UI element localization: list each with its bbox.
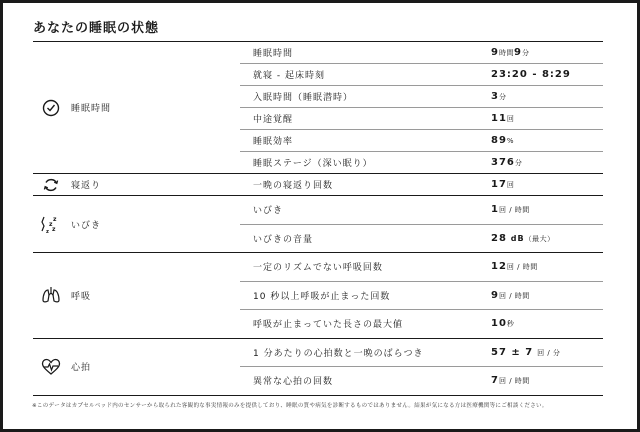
table-row — [240, 309, 603, 338]
row-label: 就寝 - 起床時刻 — [253, 71, 325, 81]
svg-text:z: z — [53, 216, 58, 223]
row-label: いびきの音量 — [253, 234, 314, 245]
row-value: 17回 — [491, 179, 515, 190]
category-label: 心拍 — [71, 363, 92, 373]
category-sleep-time — [33, 42, 240, 173]
row-label: 入眠時間（睡眠潜時） — [253, 93, 354, 103]
row-value: 57 ± 7 回 / 分 — [491, 346, 561, 358]
section-sleep-time — [33, 41, 603, 173]
row-value: 376分 — [491, 157, 523, 168]
category-label: 寝返り — [71, 181, 102, 191]
table-row — [240, 151, 603, 173]
category-breathing — [33, 253, 240, 338]
section-snoring — [33, 195, 603, 252]
category-turning-over — [33, 174, 240, 195]
row-value: 28 dB（最大） — [491, 232, 555, 244]
row-value: 9時間9分 — [491, 47, 530, 58]
row-label: 睡眠ステージ（深い眠り） — [253, 159, 373, 169]
category-snoring — [33, 196, 240, 252]
table-row — [240, 63, 603, 85]
table-row — [240, 366, 603, 395]
table-row — [240, 107, 603, 129]
table-row — [240, 224, 603, 253]
table-row — [240, 253, 603, 281]
row-label: いびき — [253, 206, 284, 217]
row-value: 7回 / 時間 — [491, 375, 530, 387]
table-row — [240, 129, 603, 151]
row-value: 9回 / 時間 — [491, 289, 530, 301]
svg-text:z: z — [46, 229, 50, 234]
sleep-status-table — [33, 41, 603, 396]
section-turning-over — [33, 173, 603, 195]
svg-text:z: z — [49, 221, 54, 228]
category-label: いびき — [71, 220, 102, 231]
category-label: 睡眠時間 — [71, 104, 112, 114]
row-value: 12回 / 時間 — [491, 261, 538, 273]
row-label: 睡眠時間 — [253, 49, 294, 59]
table-row — [240, 174, 603, 195]
category-label: 呼吸 — [71, 291, 92, 302]
row-value: 89% — [491, 135, 515, 146]
table-row — [240, 196, 603, 224]
table-row — [240, 42, 603, 63]
section-heart-rate — [33, 338, 603, 396]
rotate-arrows-icon — [41, 175, 61, 195]
clock-icon — [41, 98, 61, 118]
heart-pulse-icon — [41, 357, 61, 377]
table-row — [240, 339, 603, 367]
table-row — [240, 281, 603, 310]
disclaimer-footnote: ※このデータはカプセルベッド内のセンサーから取られた客観的な事実情報のみを提供しており、睡眠の質や病気を診断するものではありません。結果が気になる方は医療機関等にご相談ください。 — [32, 403, 548, 409]
row-label: 10 秒以上呼吸が止まった回数 — [253, 291, 391, 302]
row-value: 10秒 — [491, 318, 515, 330]
snore-zzz-icon — [41, 214, 61, 234]
report-card — [3, 3, 637, 429]
page-title: あなたの睡眠の状態 — [33, 21, 160, 36]
row-label: 異常な心拍の回数 — [253, 377, 334, 388]
row-value: 1回 / 時間 — [491, 204, 530, 216]
row-label: 睡眠効率 — [253, 137, 294, 147]
lungs-icon — [41, 285, 61, 305]
category-heart-rate — [33, 339, 240, 395]
svg-text:z: z — [52, 226, 57, 233]
row-label: 一晩の寝返り回数 — [253, 181, 334, 191]
row-value: 11回 — [491, 113, 515, 124]
row-label: 1 分あたりの心拍数と一晩のばらつき — [253, 348, 424, 359]
row-value: 3分 — [491, 91, 507, 102]
row-label: 呼吸が止まっていた長さの最大値 — [253, 320, 404, 331]
row-value: 23:20 - 8:29 — [491, 69, 571, 80]
section-breathing — [33, 252, 603, 338]
row-label: 一定のリズムでない呼吸回数 — [253, 263, 383, 274]
table-row — [240, 85, 603, 107]
row-label: 中途覚醒 — [253, 115, 294, 125]
